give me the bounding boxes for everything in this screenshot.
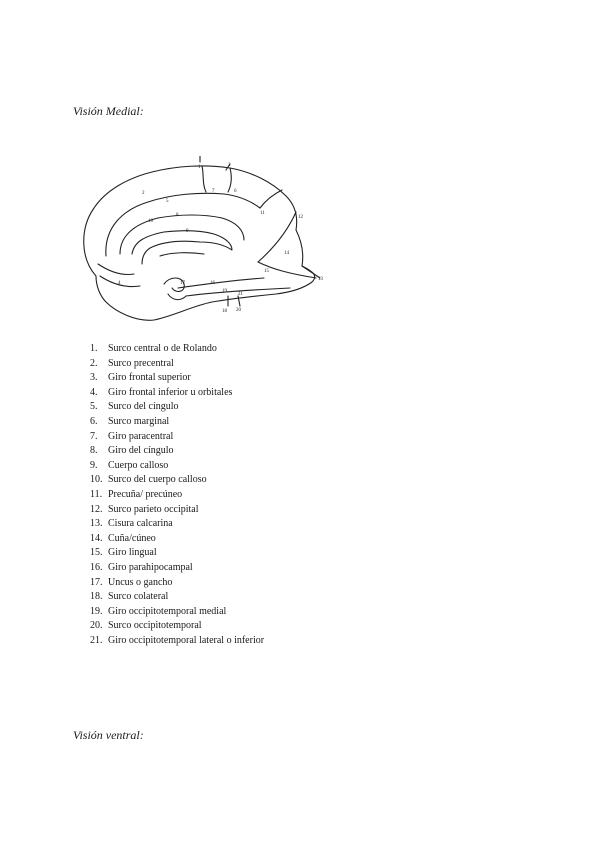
legend-item-number: 6. [90, 415, 98, 427]
legend-item [90, 503, 264, 518]
parieto-occipital-sulcus [258, 212, 296, 262]
legend-item-text: Surco parieto occipital [108, 503, 199, 515]
legend-item-text: Cuña/cúneo [108, 532, 156, 544]
label-2: 2 [142, 191, 145, 196]
legend-item-text: Giro frontal superior [108, 372, 191, 384]
corpus-callosum [132, 231, 232, 264]
legend-item [90, 415, 264, 430]
legend-item-text: Cisura calcarina [108, 518, 173, 530]
legend-item [90, 546, 264, 561]
legend-item-number: 5. [90, 401, 98, 413]
legend-item-number: 8. [90, 445, 98, 457]
legend-item-number: 18. [90, 591, 103, 603]
legend-item-number: 16. [90, 561, 103, 573]
label-3: 3 [228, 163, 231, 168]
legend-item [90, 430, 264, 445]
precentral-sulcus [228, 168, 231, 192]
label-7: 7 [212, 189, 215, 194]
legend-item-text: Surco marginal [108, 415, 170, 427]
legend-item-text: Surco precentral [108, 357, 174, 369]
legend-item [90, 576, 264, 591]
label-21: 21 [238, 292, 243, 297]
legend-item-number: 13. [90, 518, 103, 530]
legend-item-text: Precuña/ precúneo [108, 488, 183, 500]
legend-item-number: 11. [90, 488, 103, 500]
label-16: 16 [210, 281, 215, 286]
legend-item-text: Surco colateral [108, 591, 169, 603]
legend-item-number: 3. [90, 372, 98, 384]
parahippocampal-line [168, 294, 186, 300]
legend-item-text: Giro lingual [108, 547, 157, 559]
legend-item-text: Giro frontal inferior u orbitales [108, 386, 233, 398]
legend-item-number: 9. [90, 459, 98, 471]
label-11: 11 [260, 211, 265, 216]
legend-item-number: 19. [90, 605, 103, 617]
medial-view-heading: Visión Medial: [73, 104, 144, 118]
legend-item [90, 619, 264, 634]
label-4: 4 [118, 281, 121, 286]
legend-item-text: Surco central o de Rolando [108, 343, 217, 354]
legend-item [90, 357, 264, 372]
collateral-sulcus [178, 278, 264, 288]
central-sulcus [202, 166, 206, 192]
label-20: 20 [236, 308, 241, 313]
legend-item-number: 4. [90, 386, 98, 398]
brain-diagram-svg [76, 156, 330, 324]
label-12: 12 [298, 215, 303, 220]
legend-item [90, 488, 264, 503]
label-17: 17 [180, 281, 185, 286]
label-8: 8 [176, 213, 179, 218]
brain-outline [84, 166, 315, 320]
legend-item-text: Giro occipitotemporal lateral o inferior [108, 634, 265, 646]
legend-item-number: 10. [90, 474, 103, 486]
label-5: 5 [166, 199, 169, 204]
legend-item-number: 20. [90, 620, 103, 632]
brain-medial-diagram [76, 156, 330, 324]
label-13: 13 [318, 277, 323, 282]
legend-item [90, 532, 264, 547]
ventral-view-heading: Visión ventral: [73, 728, 144, 742]
fornix-line [160, 253, 204, 256]
legend-item-number: 1. [90, 343, 98, 354]
legend-item-text: Giro del cíngulo [108, 445, 174, 457]
legend-item [90, 561, 264, 576]
legend-item [90, 605, 264, 620]
legend-item-text: Uncus o gancho [108, 576, 173, 588]
label-19: 19 [222, 289, 227, 294]
legend-item [90, 386, 264, 401]
label-15: 15 [264, 269, 269, 274]
legend-item-number: 21. [90, 634, 103, 646]
label-14: 14 [284, 251, 289, 256]
legend-item [90, 371, 264, 386]
legend-item-text: Surco del cuerpo calloso [108, 474, 207, 486]
legend-item-number: 2. [90, 357, 98, 369]
legend-item [90, 473, 264, 488]
legend-item-text: Surco del cíngulo [108, 401, 179, 413]
legend-item [90, 444, 264, 459]
marginal-sulcus [260, 190, 282, 208]
legend-item [90, 459, 264, 474]
legend-list [90, 342, 264, 648]
legend-item-number: 12. [90, 503, 103, 515]
legend-item [90, 517, 264, 532]
label-9: 9 [186, 229, 189, 234]
callosal-sulcus [120, 215, 244, 254]
label-18: 18 [222, 309, 227, 314]
label-1: 1 [198, 165, 201, 170]
cingulate-sulcus [106, 193, 260, 256]
label-10: 10 [148, 219, 153, 224]
legend-item-text: Giro parahipocampal [108, 561, 193, 573]
legend-item-text: Giro paracentral [108, 430, 174, 442]
legend-item-number: 7. [90, 430, 98, 442]
legend-item [90, 342, 264, 357]
legend-item-number: 15. [90, 547, 103, 559]
legend-item-text: Giro occipitotemporal medial [108, 605, 227, 617]
legend-item-text: Surco occipitotemporal [108, 620, 202, 632]
legend-item-text: Cuerpo calloso [108, 459, 169, 471]
legend-item-number: 17. [90, 576, 103, 588]
legend-item-number: 14. [90, 532, 103, 544]
label-6: 6 [234, 189, 237, 194]
legend-item [90, 590, 264, 605]
orbital-sulcus-1 [98, 264, 134, 275]
legend-item [90, 400, 264, 415]
legend-item [90, 634, 264, 649]
